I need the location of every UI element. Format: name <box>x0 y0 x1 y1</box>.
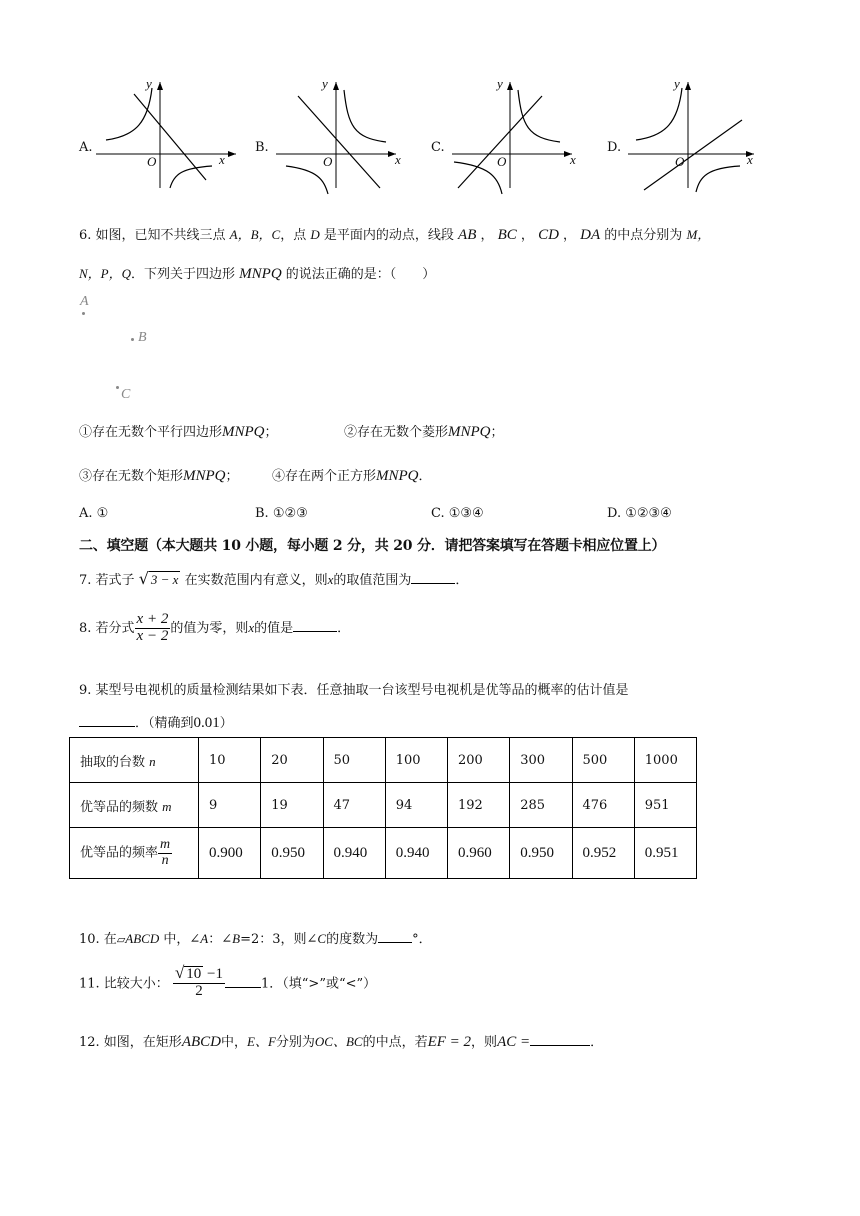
q8: 8. 若分式 $\frac{x + 2}{x - 2}$ 的值为零，则x的值是 ． <box>79 611 351 644</box>
point-b <box>131 338 134 341</box>
graph-a-x: x <box>219 152 225 167</box>
graph-a <box>96 76 266 196</box>
table-cell: 951 <box>634 783 696 828</box>
graph-a-svg <box>96 76 266 196</box>
q6-statement-1: ①存在无数个平行四边形MNPQ； <box>79 424 278 440</box>
table-header-frequency: 优等品的频数 m <box>70 783 199 828</box>
graph-d-o: O <box>675 154 685 169</box>
graph-b-y: y <box>322 76 328 91</box>
point-a-label: A <box>80 294 89 309</box>
point-c <box>116 386 119 389</box>
q11-fraction: $\frac{√ 10 -1}{2}$ <box>174 963 224 999</box>
option-c-label: C. <box>431 140 445 155</box>
table-cell: 47 <box>323 783 385 828</box>
option-a-label: A. <box>79 140 93 155</box>
option-b-label: B. <box>255 140 269 155</box>
table-row <box>70 783 697 828</box>
table-cell: 10 <box>199 738 261 783</box>
graph-c-y: y <box>497 76 503 91</box>
table-cell: 0.940 <box>385 828 447 879</box>
q8-answer-blank[interactable] <box>293 619 337 632</box>
q10: 10. 在▱ABCD 中，∠A：∠B=2：3，则∠C的度数为 °． <box>79 931 432 947</box>
table-cell: 500 <box>572 738 634 783</box>
graph-c <box>448 76 618 196</box>
graph-a-o: O <box>147 154 157 169</box>
table-row <box>70 828 697 879</box>
q6-statement-4: ④存在两个正方形MNPQ． <box>272 468 432 484</box>
table-cell: 0.951 <box>634 828 696 879</box>
table-cell: 0.940 <box>323 828 385 879</box>
table-cell: 0.960 <box>448 828 510 879</box>
table-cell: 19 <box>261 783 323 828</box>
q10-answer-blank[interactable] <box>378 930 412 943</box>
table-cell: 192 <box>448 783 510 828</box>
q11: 11. 比较大小： $\frac{√ 10 -1}{2}$ 1．（填“>”或“<”） <box>79 963 377 999</box>
graph-b-svg <box>272 76 442 196</box>
q7: 7. 若式子 √ 3 − x 在实数范围内有意义，则x的取值范围为 ． <box>79 569 469 588</box>
q9-rate-fraction: $\frac{m}{n}$ <box>160 836 171 868</box>
graph-b-x: x <box>395 152 401 167</box>
point-a <box>82 312 85 315</box>
q9-line2: ．（精确到0.01） <box>79 712 233 732</box>
table-header-rate: 优等品的频率 $\frac{m}{n}$ <box>70 828 199 879</box>
table-cell: 0.950 <box>261 828 323 879</box>
q7-radicand: 3 − x <box>150 572 179 587</box>
q6-option-d: D. ①②③④ <box>607 506 672 521</box>
graph-b-o: O <box>323 154 333 169</box>
q7-answer-blank[interactable] <box>411 571 455 584</box>
table-cell: 94 <box>385 783 447 828</box>
q6-option-a: A. ① <box>79 506 109 521</box>
graph-d-svg <box>624 76 794 196</box>
table-cell: 0.900 <box>199 828 261 879</box>
graph-d-y: y <box>674 76 680 91</box>
graph-a-y: y <box>146 76 152 91</box>
q6-option-b: B. ①②③ <box>255 506 308 521</box>
table-cell: 300 <box>510 738 572 783</box>
table-cell: 0.952 <box>572 828 634 879</box>
q9-table <box>69 737 697 879</box>
graph-b <box>272 76 442 196</box>
option-d-label: D. <box>607 140 622 155</box>
q6-statement-2: ②存在无数个菱形MNPQ； <box>344 424 504 440</box>
graph-d <box>624 76 794 196</box>
table-row <box>70 738 697 783</box>
graph-d-x: x <box>747 152 753 167</box>
table-cell: 50 <box>323 738 385 783</box>
q11-answer-blank[interactable] <box>225 975 261 988</box>
graph-c-svg <box>448 76 618 196</box>
q9-line1: 9. 某型号电视机的质量检测结果如下表．任意抽取一台该型号电视机是优等品的概率的估计值是 <box>79 683 629 698</box>
section-2-title: 二、填空题（本大题共 10 小题，每小题 2 分，共 20 分．请把答案填写在答题卡相应位置上） <box>79 538 666 554</box>
q12: 12. 如图，在矩形ABCD中，E、F分别为OC、BC的中点，若EF = 2，则AC = ． <box>79 1034 604 1050</box>
table-cell: 476 <box>572 783 634 828</box>
table-cell: 1000 <box>634 738 696 783</box>
q8-fraction: $\frac{x + 2}{x - 2}$ <box>136 611 169 644</box>
point-c-label: C <box>121 387 131 402</box>
table-cell: 0.950 <box>510 828 572 879</box>
graph-c-o: O <box>497 154 507 169</box>
table-cell: 285 <box>510 783 572 828</box>
table-header-count: 抽取的台数 n <box>70 738 199 783</box>
table-cell: 200 <box>448 738 510 783</box>
table-cell: 100 <box>385 738 447 783</box>
q9-answer-blank[interactable] <box>79 714 135 727</box>
graph-c-x: x <box>570 152 576 167</box>
point-b-label: B <box>138 330 147 345</box>
q12-answer-blank[interactable] <box>530 1033 590 1046</box>
q6-line1: 6. 如图，已知不共线三点 A，B，C，点 D 是平面内的动点，线段 AB ， BC ， CD ， DA 的中点分别为 M， <box>79 227 711 243</box>
table-cell: 9 <box>199 783 261 828</box>
q6-option-c: C. ①③④ <box>431 506 484 521</box>
q6-line2: N，P，Q．下列关于四边形 MNPQ 的说法正确的是：（ ） <box>79 266 436 282</box>
table-cell: 20 <box>261 738 323 783</box>
q6-statement-3: ③存在无数个矩形MNPQ； <box>79 468 239 484</box>
